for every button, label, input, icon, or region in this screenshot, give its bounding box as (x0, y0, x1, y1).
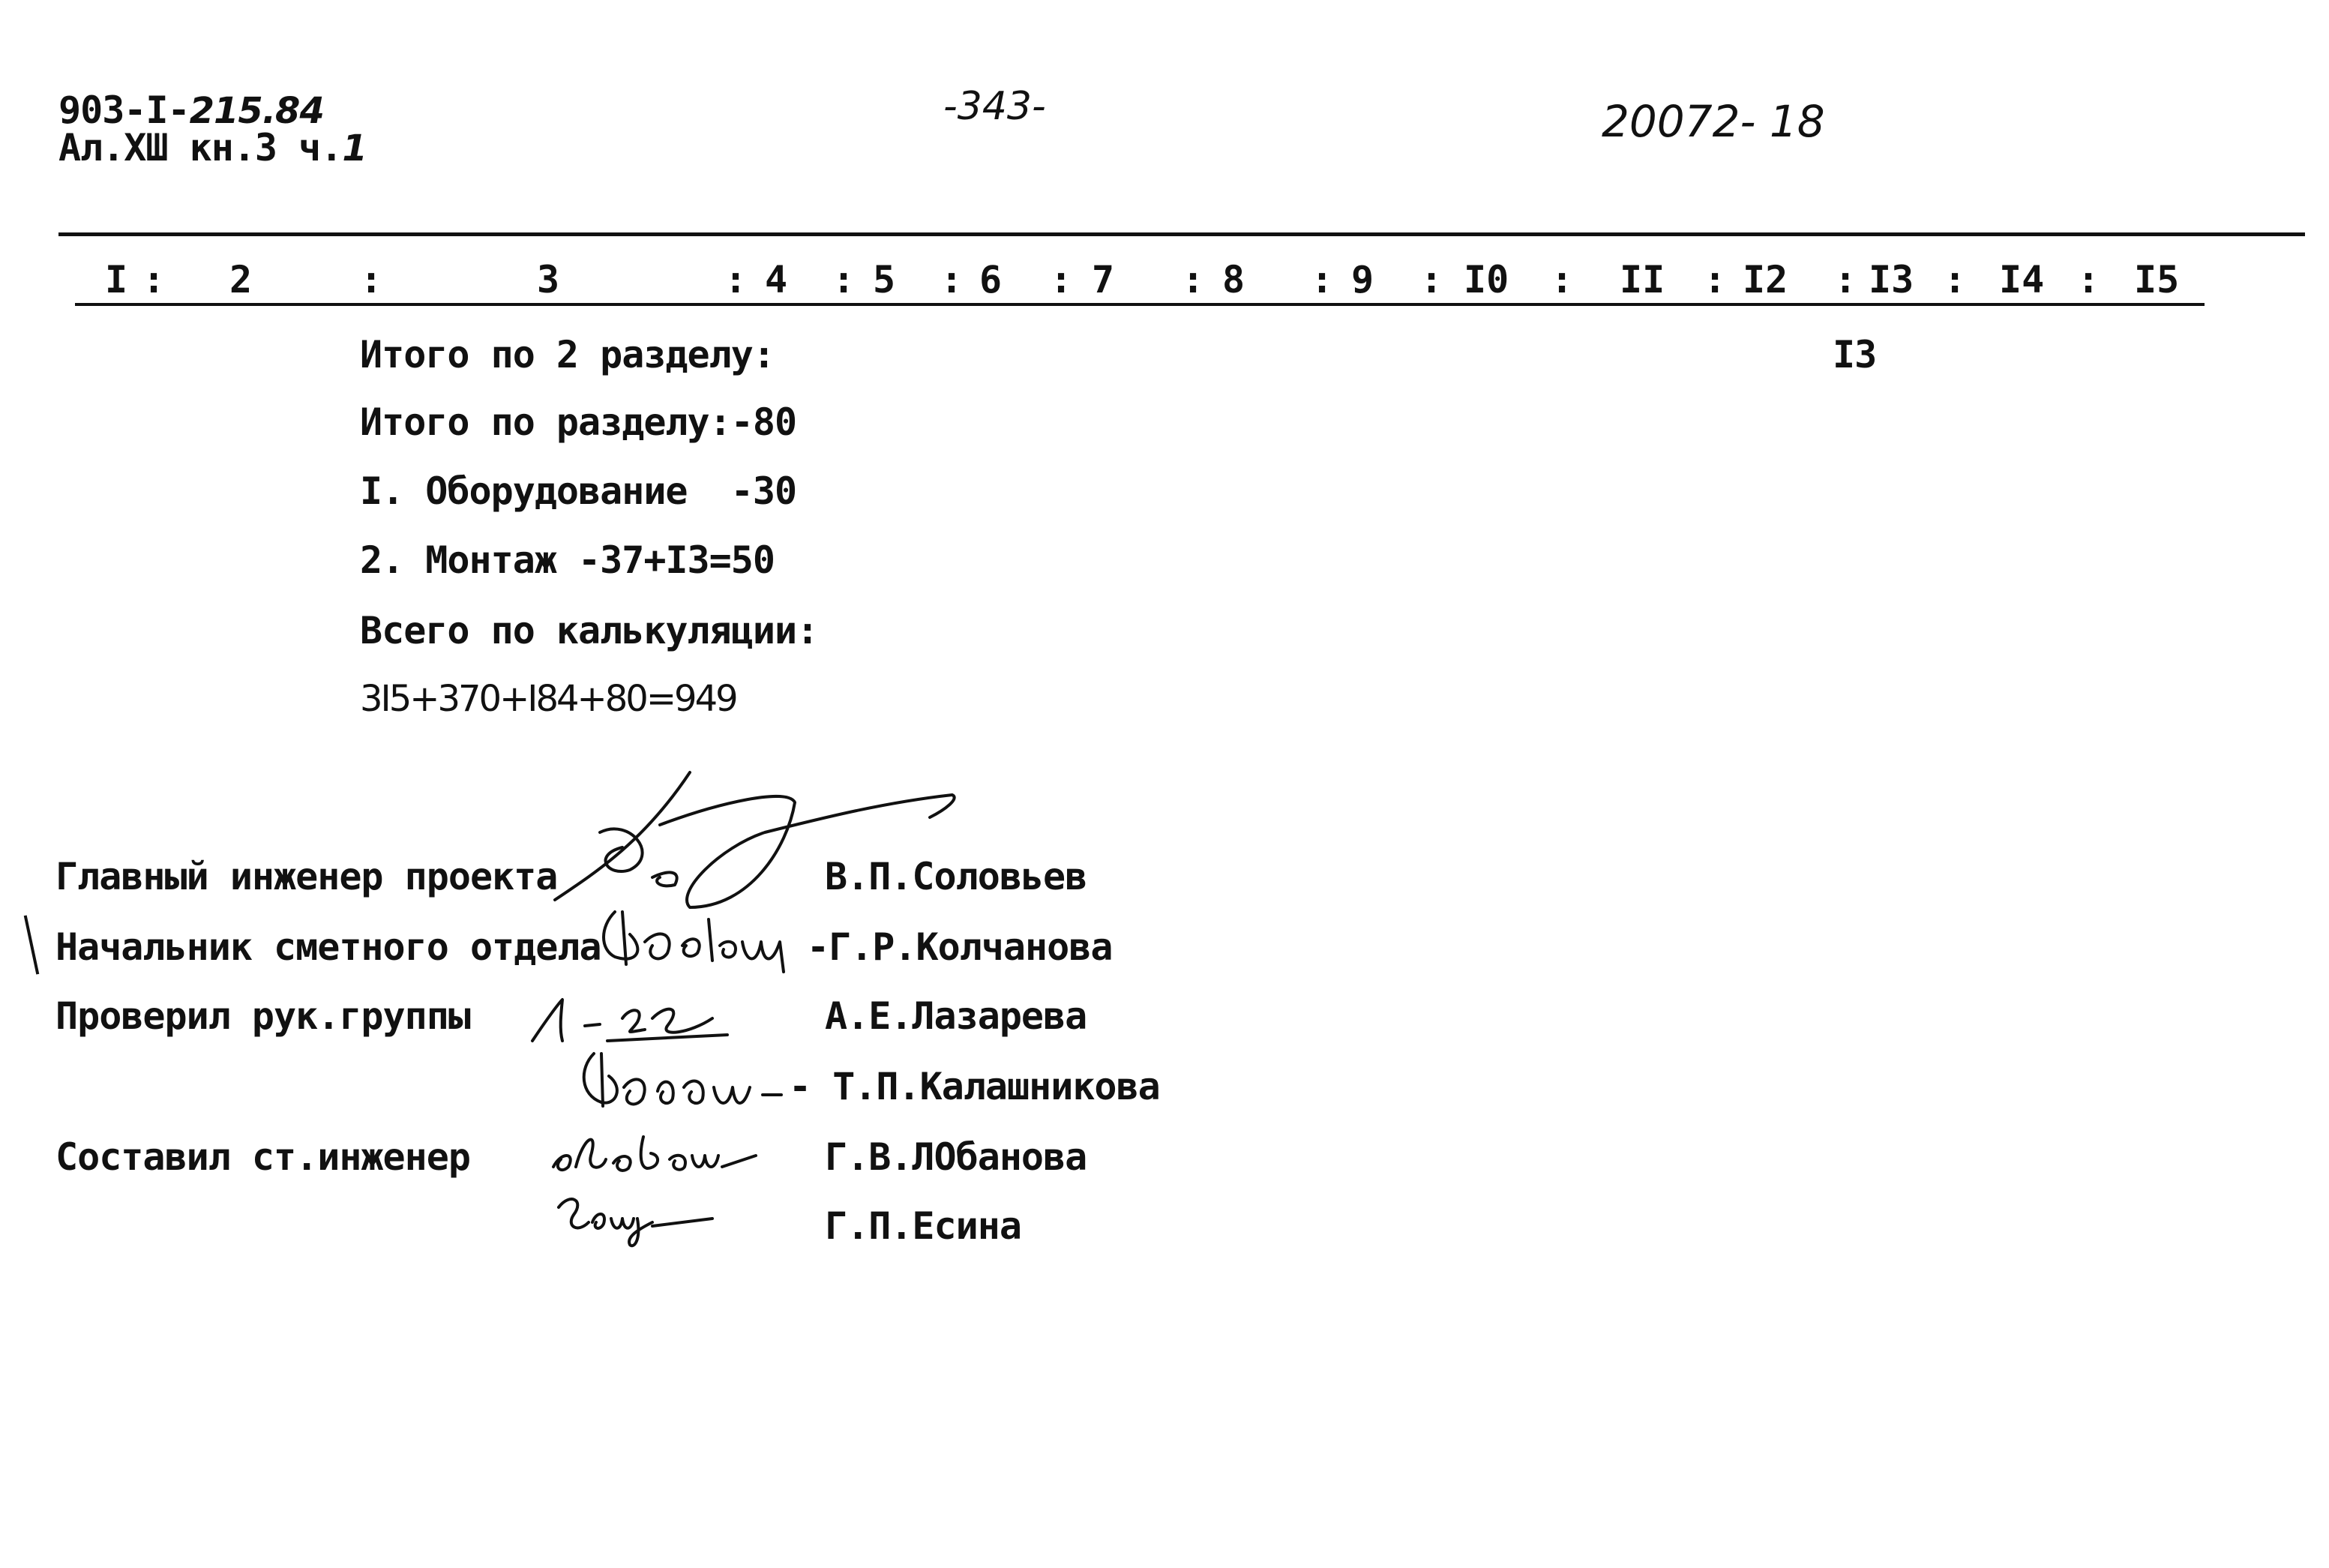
header-bottom-rule (75, 303, 2205, 306)
name-lazareva: А.Е.Лазарева (825, 994, 1087, 1038)
document-number: 20072- 18 (1602, 96, 1825, 147)
role-chief-engineer: Главный инженер проекта (55, 855, 558, 898)
role-senior-engineer-compiled: Составил ст.инженер (55, 1135, 470, 1179)
installation-total: 2. Монтаж -37+I3=50 (360, 538, 775, 582)
column-header-13: I3 (1869, 258, 1914, 301)
column-separator: : (832, 258, 856, 301)
role-head-of-estimate-dept: Начальник сметного отдела (55, 925, 601, 969)
column-separator: : (142, 258, 166, 301)
column-header-7: 7 (1092, 258, 1115, 301)
column-header-5: 5 (873, 258, 896, 301)
column-separator: : (1311, 258, 1334, 301)
column-separator: : (1704, 258, 1727, 301)
column-header-3: 3 (537, 258, 560, 301)
name-esina: Г.П.Есина (825, 1204, 1021, 1248)
album-reference (58, 126, 367, 169)
equipment-total: I. Оборудование -30 (360, 469, 797, 513)
column-separator: : (1420, 258, 1443, 301)
column-header-15: I5 (2134, 258, 2180, 301)
top-rule (58, 232, 2305, 236)
column-separator: : (724, 258, 748, 301)
signature-head-of-estimate-dept (592, 897, 795, 979)
page-number: -343- (943, 84, 1046, 129)
document-code-handwritten: 215.84 (189, 90, 324, 132)
column-header-1: I (105, 258, 128, 301)
album-reference-handwritten: 1 (342, 127, 367, 169)
section2-col13-value: I3 (1833, 333, 1877, 376)
column-separator: : (1834, 258, 1857, 301)
calculation-total-formula: 3I5+370+I84+80=949 (360, 678, 736, 720)
section2-total-label: Итого по 2 разделу: (360, 333, 775, 376)
column-header-10: I0 (1464, 258, 1509, 301)
signature-kalashnikova (571, 1042, 789, 1117)
column-separator: : (1050, 258, 1073, 301)
column-header-6: 6 (979, 258, 1003, 301)
signature-esina (547, 1185, 727, 1252)
column-header-8: 8 (1222, 258, 1245, 301)
column-separator: : (1182, 258, 1205, 301)
column-separator: : (1551, 258, 1574, 301)
column-separator: : (2077, 258, 2100, 301)
column-separator: : (940, 258, 964, 301)
column-header-12: I2 (1743, 258, 1788, 301)
name-lobanova: Г.В.ЛОбанова (825, 1135, 1087, 1179)
signature-group-lead (517, 988, 735, 1048)
column-separator: : (360, 258, 383, 301)
column-header-4: 4 (765, 258, 788, 301)
album-reference-typed: Ал.XШ кн.3 ч. (58, 126, 343, 169)
column-header-14: I4 (1999, 258, 2045, 301)
signature-lobanova (546, 1122, 763, 1182)
column-header-2: 2 (229, 258, 253, 301)
name-kalashnikova: - Т.П.Калашникова (789, 1065, 1160, 1108)
role-group-lead-checked: Проверил рук.группы (55, 994, 470, 1038)
document-code-typed: 903-I- (58, 88, 190, 132)
column-header-9: 9 (1351, 258, 1374, 301)
section-total: Итого по разделу:-80 (360, 400, 797, 444)
margin-mark (24, 915, 40, 974)
calculation-total-label: Всего по калькуляции: (360, 609, 819, 652)
name-soloviev: В.П.Соловьев (825, 855, 1087, 898)
name-kolchanova: -Г.Р.Колчанова (807, 925, 1113, 969)
column-separator: : (1944, 258, 1967, 301)
column-header-11: II (1620, 258, 1665, 301)
